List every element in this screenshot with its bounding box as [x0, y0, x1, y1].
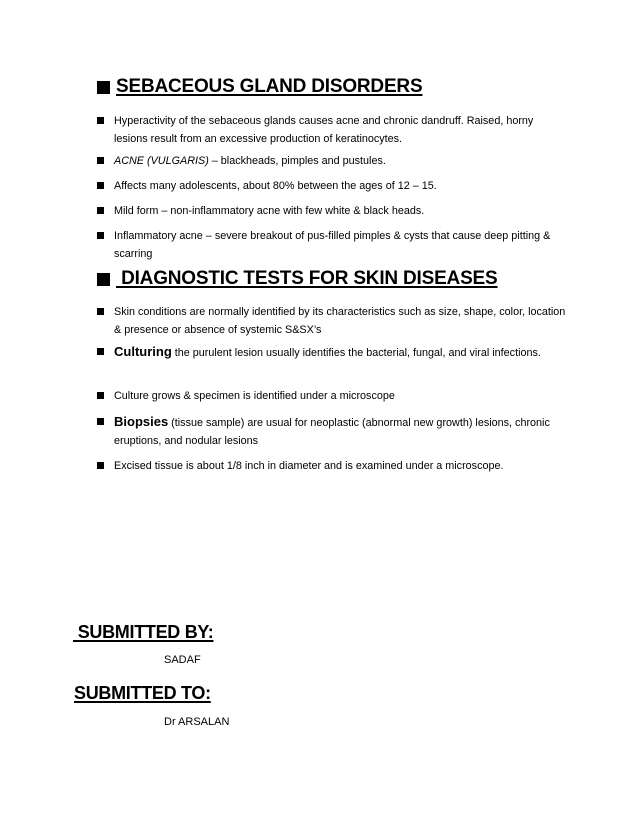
list-item: [97, 227, 567, 263]
list-item: [97, 457, 567, 475]
square-bullet-icon: [97, 308, 104, 315]
list-item-text: Skin conditions are normally identified by its characteristics such as size, shape, color, location & presence or absence of systemic S&SX’s: [114, 306, 566, 336]
square-bullet-icon: [97, 462, 104, 469]
submitted-to-label: SUBMITTED TO:: [74, 683, 211, 703]
list-item: [97, 202, 567, 220]
list-item: [97, 112, 567, 148]
term-label: ACNE (VULGARIS): [114, 155, 209, 167]
square-bullet-icon: [97, 348, 104, 355]
submitted-by-label: SUBMITTED BY:: [73, 622, 214, 642]
submitted-by-name: SADAF: [164, 654, 201, 666]
section-title: DIAGNOSTIC TESTS FOR SKIN DISEASES: [116, 268, 498, 289]
square-bullet-icon: [97, 273, 110, 286]
section-title: SEBACEOUS GLAND DISORDERS: [116, 76, 423, 97]
list-item-text: Mild form – non-inflammatory acne with few white & black heads.: [114, 205, 425, 217]
list-item: [97, 343, 567, 362]
square-bullet-icon: [97, 418, 104, 425]
list-item-text: Inflammatory acne – severe breakout of pus-filled pimples & cysts that cause deep pitting & scarring: [114, 230, 551, 260]
list-item: [97, 413, 567, 450]
list-item-text: Biopsies (tissue sample) are usual for neoplastic (abnormal new growth) lesions, chronic eruptions, and nodular lesions: [114, 414, 550, 447]
submitted-to-name: Dr ARSALAN: [164, 716, 230, 728]
list-item-text: Culture grows & specimen is identified under a microscope: [114, 390, 395, 402]
square-bullet-icon: [97, 81, 110, 94]
list-item-text: Culturing the purulent lesion usually identifies the bacterial, fungal, and viral infections.: [114, 344, 541, 359]
list-item: [97, 177, 567, 195]
list-item: [97, 303, 567, 339]
square-bullet-icon: [97, 157, 104, 164]
list-item-text: Affects many adolescents, about 80% between the ages of 12 – 15.: [114, 180, 437, 192]
term-label: Biopsies: [114, 414, 169, 429]
list-item-text: Excised tissue is about 1/8 inch in diameter and is examined under a microscope.: [114, 460, 504, 472]
section-heading-sebaceous: [97, 76, 422, 98]
square-bullet-icon: [97, 232, 104, 239]
section-heading-diagnostic: [97, 268, 498, 290]
square-bullet-icon: [97, 392, 104, 399]
list-item: [97, 152, 567, 170]
list-item-text: ACNE (VULGARIS) – blackheads, pimples and pustules.: [114, 155, 386, 167]
square-bullet-icon: [97, 182, 104, 189]
list-item: [97, 387, 567, 405]
square-bullet-icon: [97, 117, 104, 124]
square-bullet-icon: [97, 207, 104, 214]
term-label: Culturing: [114, 344, 172, 359]
list-item-text: Hyperactivity of the sebaceous glands causes acne and chronic dandruff. Raised, horny lesions result from an excessive production of keratinocytes.: [114, 115, 534, 145]
